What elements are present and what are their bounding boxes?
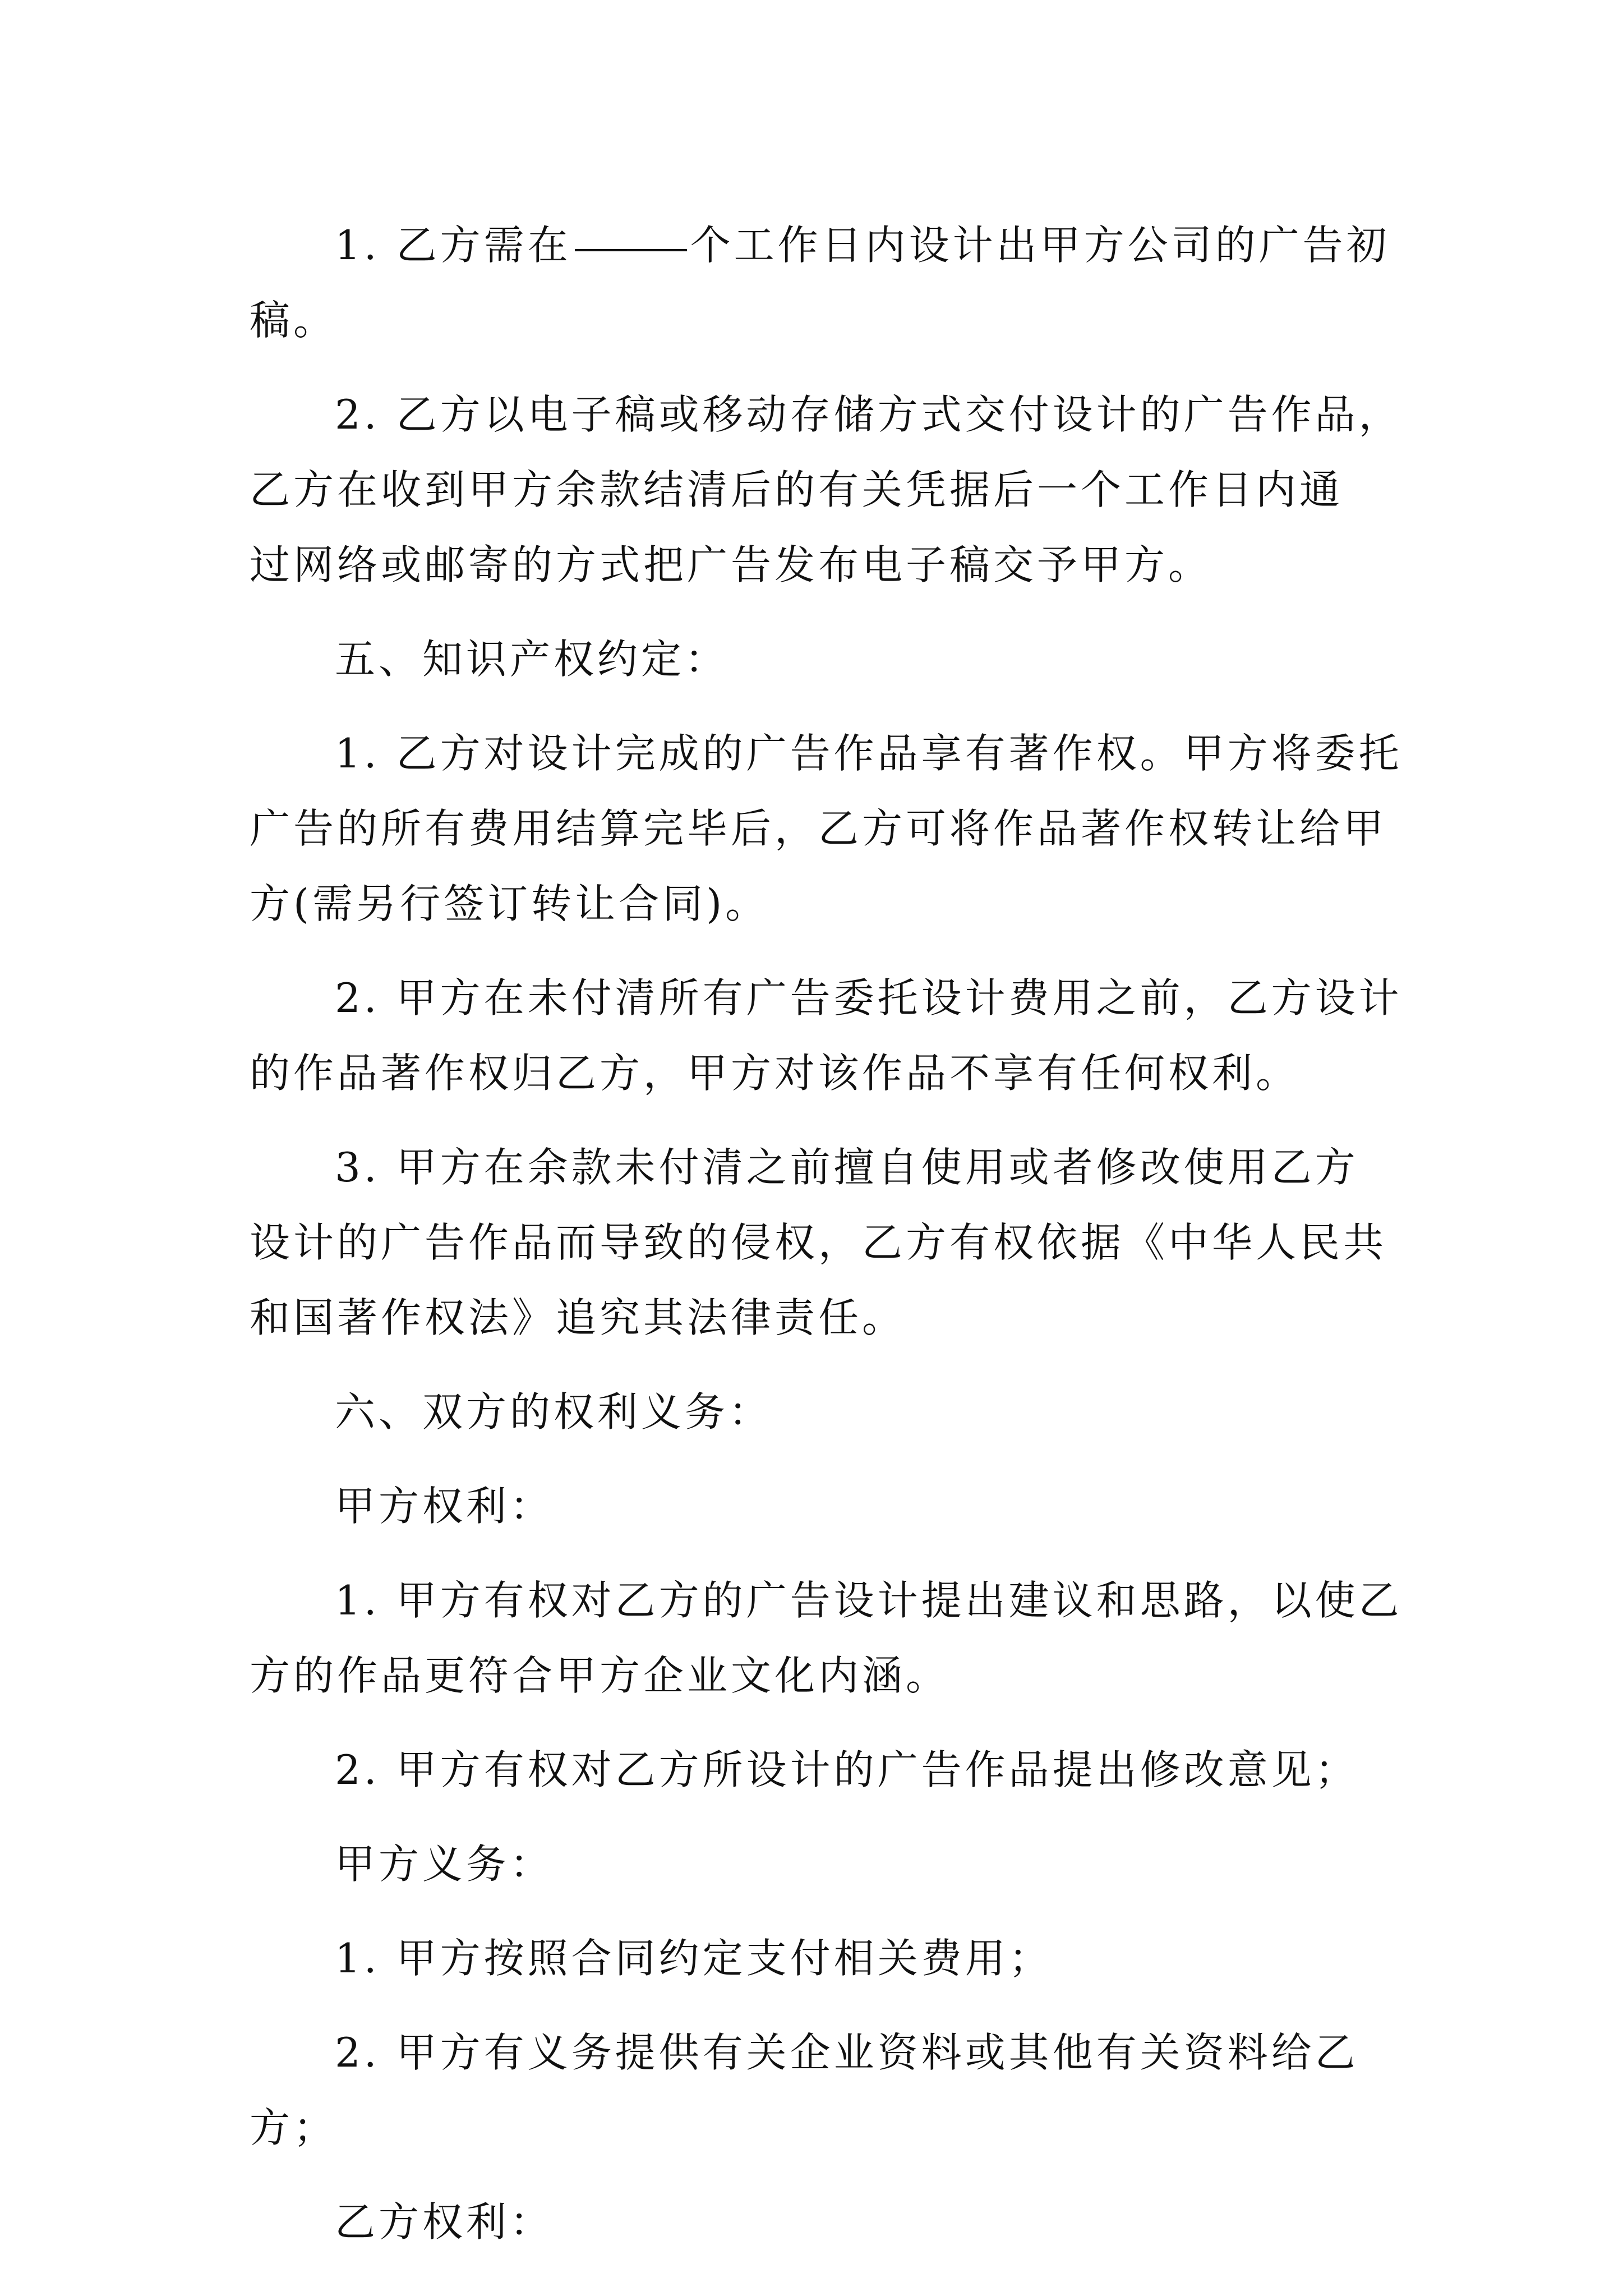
line: 方的作品更符合甲方企业文化内涵。 bbox=[250, 1652, 950, 1699]
line: 1. 乙方对设计完成的广告作品享有著作权。甲方将委托 bbox=[335, 730, 1403, 777]
paragraph-13 bbox=[250, 2015, 1382, 2165]
line: 1. 甲方按照合同约定支付相关费用； bbox=[335, 1935, 1053, 1982]
paragraph-10 bbox=[250, 1732, 1382, 1807]
line: 2. 甲方有义务提供有关企业资料或其他有关资料给乙 bbox=[335, 2029, 1359, 2076]
line: 方； bbox=[250, 2104, 338, 2151]
subheading-party-b-rights bbox=[250, 2184, 1382, 2260]
fill-in-blank bbox=[575, 249, 687, 251]
section-heading-5 bbox=[250, 622, 1382, 697]
paragraph-5 bbox=[250, 960, 1403, 1111]
line: 广告的所有费用结算完毕后，乙方可将作品著作权转让给甲 bbox=[250, 805, 1387, 852]
subheading-party-a-obligations bbox=[250, 1826, 1382, 1902]
line: 1. 甲方有权对乙方的广告设计提出建议和思路，以使乙 bbox=[335, 1577, 1403, 1624]
line: 过网络或邮寄的方式把广告发布电子稿交予甲方。 bbox=[250, 541, 1212, 588]
line: 的作品著作权归乙方，甲方对该作品不享有任何权利。 bbox=[250, 1050, 1300, 1097]
line bbox=[250, 208, 1390, 283]
line: 2. 甲方在未付清所有广告委托设计费用之前，乙方设计 bbox=[335, 974, 1403, 1022]
text-segment: 个工作日内设计出甲方公司的广告初 bbox=[690, 222, 1390, 269]
line: 稿。 bbox=[250, 297, 338, 344]
line: 2. 乙方以电子稿或移动存储方式交付设计的广告作品， bbox=[335, 391, 1403, 438]
line: 和国著作权法》追究其法律责任。 bbox=[250, 1294, 906, 1341]
section-heading-6 bbox=[250, 1374, 1382, 1450]
subheading-party-a-rights bbox=[250, 1469, 1382, 1544]
line: 3. 甲方在余款未付清之前擅自使用或者修改使用乙方 bbox=[335, 1144, 1359, 1191]
paragraph-1 bbox=[250, 208, 1390, 358]
line: 乙方权利： bbox=[335, 2198, 554, 2246]
paragraph-12 bbox=[250, 1921, 1382, 1996]
paragraph-2 bbox=[250, 377, 1403, 602]
line: 五、知识产权约定： bbox=[335, 636, 729, 683]
document-body bbox=[250, 208, 1403, 2279]
line: 设计的广告作品而导致的侵权，乙方有权依据《中华人民共 bbox=[250, 1219, 1387, 1266]
line: 甲方权利： bbox=[335, 1483, 554, 1530]
line: 甲方义务： bbox=[335, 1841, 554, 1888]
line: 方(需另行签订转让合同)。 bbox=[250, 880, 769, 927]
line: 乙方在收到甲方余款结清后的有关凭据后一个工作日内通 bbox=[250, 466, 1344, 513]
line: 六、双方的权利义务： bbox=[335, 1388, 773, 1435]
line: 2. 甲方有权对乙方所设计的广告作品提出修改意见； bbox=[335, 1746, 1359, 1793]
paragraph-6 bbox=[250, 1130, 1387, 1355]
paragraph-9 bbox=[250, 1563, 1403, 1713]
text-segment: 1. 乙方需在 bbox=[335, 222, 571, 269]
paragraph-4 bbox=[250, 716, 1403, 941]
